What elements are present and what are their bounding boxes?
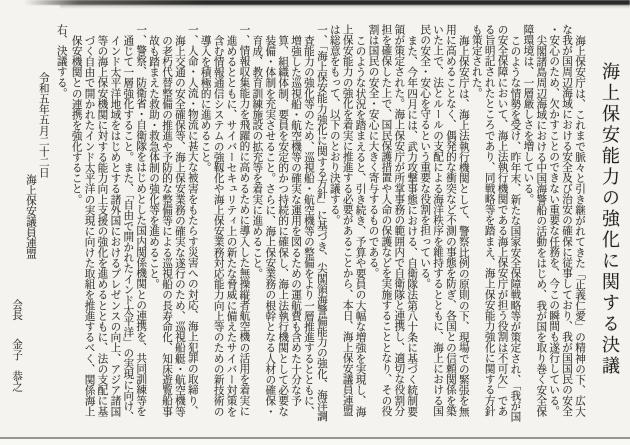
signatory-line [9, 24, 22, 425]
signatory-role: 会長 [11, 299, 23, 321]
resolution-item-1: 一、「海上保安能力強化に関する方針」に基づき、尖閣領海警備能力の強化、海洋調査能力の強化等のため、巡視船・航空機等の整備をより一層推進するとともに、増強した巡視船・航空機等の確実な運用を図るための運航費も含めた十分な予算、組織体制、要員を安定的かつ持続的に確保し、海上法執行機関として必要な装備・体制を充実させること。さらに、海上保安業務の根幹となる人材の確保・育成、教育訓練施設の拡充等を着実に進めること。 [251, 24, 327, 422]
document-title: 海上保安能力の強化に関する決議 [600, 62, 620, 377]
preamble-paragraph-4: 海上保安庁は、海上法執行機関として、警察比例の原則の下、現場での緊張を無用に高めることなく、偶発的な衝突など不測の事態を防ぎ、各国との信頼関係を築いた上で、法とルールの支配による海洋秩序を維持するとともに、海上における国民の安全・安心を守るという重要な役割を担っている。 [419, 24, 469, 417]
resolution-document [4, 24, 621, 425]
preamble-paragraph-3: このような情勢を受け、昨年末、新たな国家安全保障戦略等が策定され、「我が国の安全保障において、海上法執行機関である海上保安庁が担う役割は不可欠」である旨明記されたところであり、同戦略等を踏まえ、海上保安能力強化に関する方針も策定された。 [470, 24, 521, 422]
closing-statement: 右、決議する。 [55, 24, 67, 99]
signatory-name: 金子 恭之 [11, 338, 23, 392]
scan-edge-bottom-strip [0, 439, 630, 445]
scan-edge-top-shadow [60, 5, 630, 9]
preamble-paragraph-5: また、今年四月には、武力攻撃事態における、自衛隊法第八十条に基づく統制要領が策定された。海上保安庁が所掌事務の範囲内で自衛隊と連携し、適切な役割分担を確保した上で、国民保護措置や人命の保護などを実施することとなり、その役割は国民の安全・安心に大きく寄与するものである。 [367, 24, 418, 417]
resolution-item-2: 一、情報収集能力を飛躍的に高めるために導入した無操縦者航空機の活用を着実に進めるとともに、サイバーセキュリティ上の新たな脅威に備えたサイバー対策を含む情報通信システムの強靱化や海上保安業務対応能力向上等のための新技術の導入を積極的に進めること。 [199, 24, 250, 417]
preamble-paragraph-1: 海上保安庁は、これまで脈々と引き継がれてきた「正義仁愛」の精神の下、広大な我が国周辺海域における安全及び治安の確保に従事しており、我が国国民の安全・安心のため、欠かすことのできない重要な任務を、今この瞬間も遂行している。 [548, 24, 585, 417]
preamble-paragraph-6: このような状況を踏まえると、引き続き、予算や要員の大幅な増強を実現し、海上保安能力の強化を着実に推進する必要があることから、本日、海上保安議員連盟は総意をもって、以下のとおり決議する。 [328, 24, 366, 417]
resolution-item-3: 一、人命・人流・物流に甚大な被害をもたらす災害への対応、海上犯罪の取締り、海上交通の安全確保等、海上保安業務の確実な遂行のため、巡視船艇・航空機等の老朽代替整備の推進や予防的な整備等による巡視船の長寿命化、知床遊覧船事故も踏まえた救助・救急体制の強化等を進めること。 [148, 24, 198, 417]
date-line: 令和五年五月二十二日 [37, 72, 49, 178]
preamble-paragraph-2: 尖閣諸島周辺海域における中国海警船の活動をはじめ、我が国を取り巻く安全保障環境は、一層厳しさを増している。 [522, 24, 547, 417]
resolution-item-4: 一、警察、防衛省・自衛隊をはじめとした国内関係機関との連携を、共同訓練等を通じて一層強化すること。また、「自由で開かれたインド太平洋」の実現に向け、インド太平洋地域をはじめとする諸外国におけるプレゼンスの向上、アジア諸国等の海上保安機関に対する能力向上支援の強化を進めるとともに、法の支配に基づく自由で開かれたインド太平洋の実現に向けた取組を推進するべく、関係海上保安機関との連携を強化すること。 [70, 24, 147, 422]
organization-line: 海上保安議員連盟 [24, 174, 36, 259]
